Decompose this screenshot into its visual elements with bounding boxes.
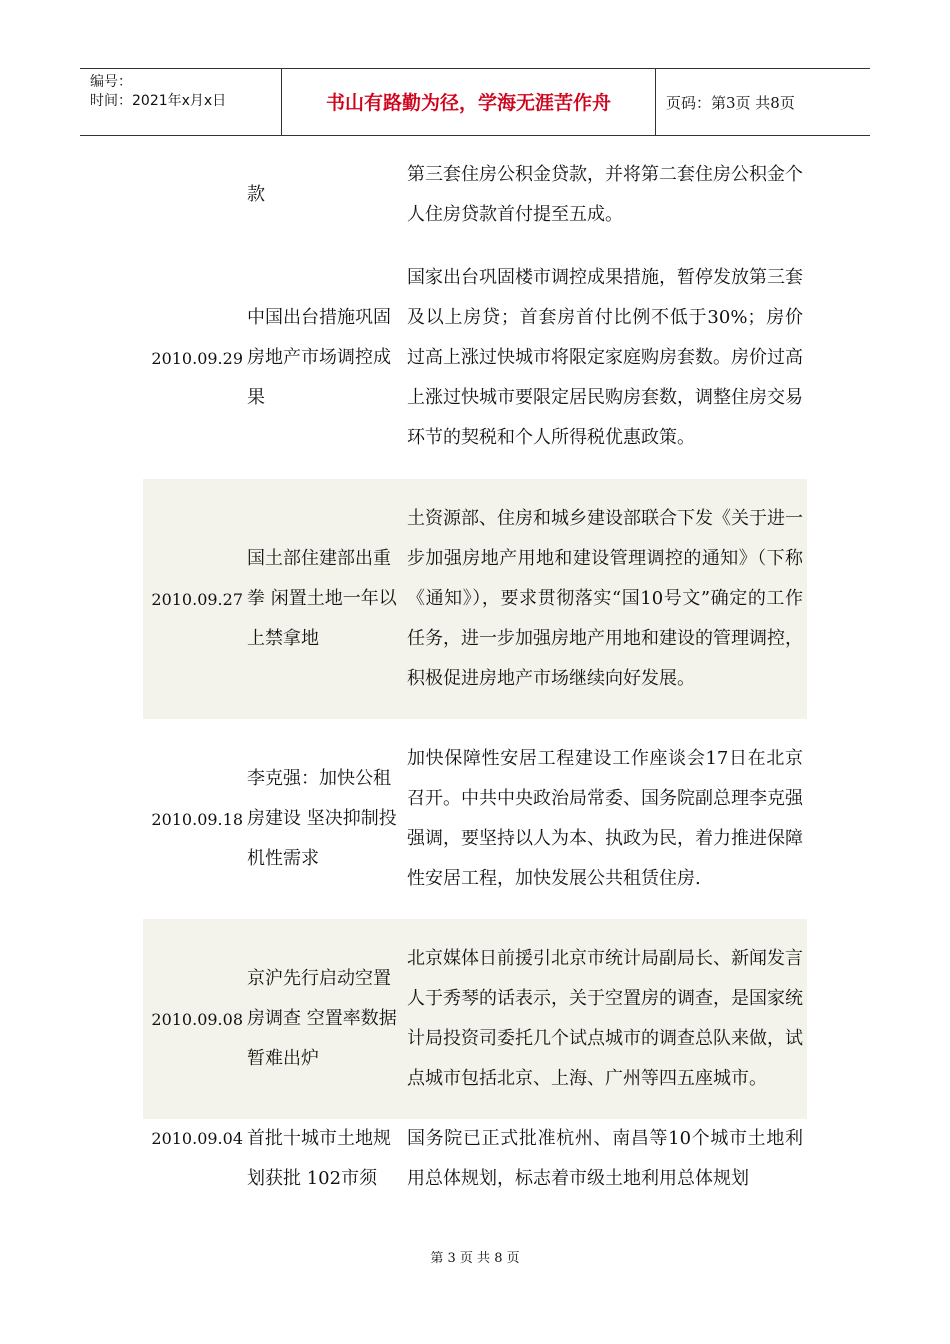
row-title: 国土部住建部出重拳 闲置土地一年以上禁拿地 — [247, 548, 397, 649]
date-label: 时间：2021年x月x日 — [90, 93, 227, 109]
number-label: 编号： — [90, 74, 132, 90]
table-row — [143, 479, 807, 719]
row-title: 首批十城市土地规划获批 102市须 — [247, 1128, 391, 1189]
row-title: 中国出台措施巩固房地产市场调控成果 — [247, 307, 391, 408]
row-date — [143, 155, 243, 237]
row-date: 2010.09.18 — [151, 809, 243, 829]
motto: 书山有路勤为径，学海无涯苦作舟 — [282, 69, 656, 135]
row-date: 2010.09.27 — [151, 589, 243, 609]
row-content: 国家出台巩固楼市调控成果措施，暂停发放第三套及以上房贷；首套房首付比例不低于30%；房价过高上涨过快城市将限定家庭购房套数。房价过高上涨过快城市要限定居民购房套数，调整住房交易环节的契税和个人所得税优惠政策。 — [407, 267, 803, 448]
table-row — [143, 237, 807, 479]
row-content: 加快保障性安居工程建设工作座谈会17日在北京召开。中共中央政治局常委、国务院副总理李克强强调，要坚持以人为本、执政为民，着力推进保障性安居工程，加快发展公共租赁住房. — [407, 748, 803, 889]
row-content: 北京媒体日前援引北京市统计局副局长、新闻发言人于秀琴的话表示，关于空置房的调查，是国家统计局投资司委托几个试点城市的调查总队来做，试点城市包括北京、上海、广州等四五座城市。 — [407, 948, 803, 1089]
row-title: 款 — [247, 184, 265, 205]
table-row — [143, 1119, 807, 1209]
table-row — [143, 919, 807, 1119]
row-date: 2010.09.04 — [151, 1129, 243, 1148]
row-title: 李克强：加快公租房建设 坚决抑制投机性需求 — [247, 768, 397, 869]
table-row — [143, 719, 807, 919]
row-date: 2010.09.08 — [151, 1009, 243, 1029]
row-content: 国务院已正式批准杭州、南昌等10个城市土地利用总体规划，标志着市级土地利用总体规划 — [407, 1128, 803, 1189]
page-number-label: 页码：第3页 共8页 — [666, 94, 795, 112]
table-row — [143, 155, 807, 237]
page-footer: 第 3 页 共 8 页 — [430, 1251, 520, 1266]
row-content: 土资源部、住房和城乡建设部联合下发《关于进一步加强房地产用地和建设管理调控的通知》（下称《通知》），要求贯彻落实“国10号文”确定的工作任务，进一步加强房地产用地和建设的管理调控，积极促进房地产市场继续向好发展。 — [407, 508, 803, 689]
header-meta — [80, 69, 282, 135]
row-title: 京沪先行启动空置房调查 空置率数据暂难出炉 — [247, 968, 397, 1069]
row-content: 第三套住房公积金贷款，并将第二套住房公积金个人住房贷款首付提至五成。 — [407, 164, 803, 225]
row-date: 2010.09.29 — [151, 348, 243, 368]
page-header — [80, 68, 870, 136]
